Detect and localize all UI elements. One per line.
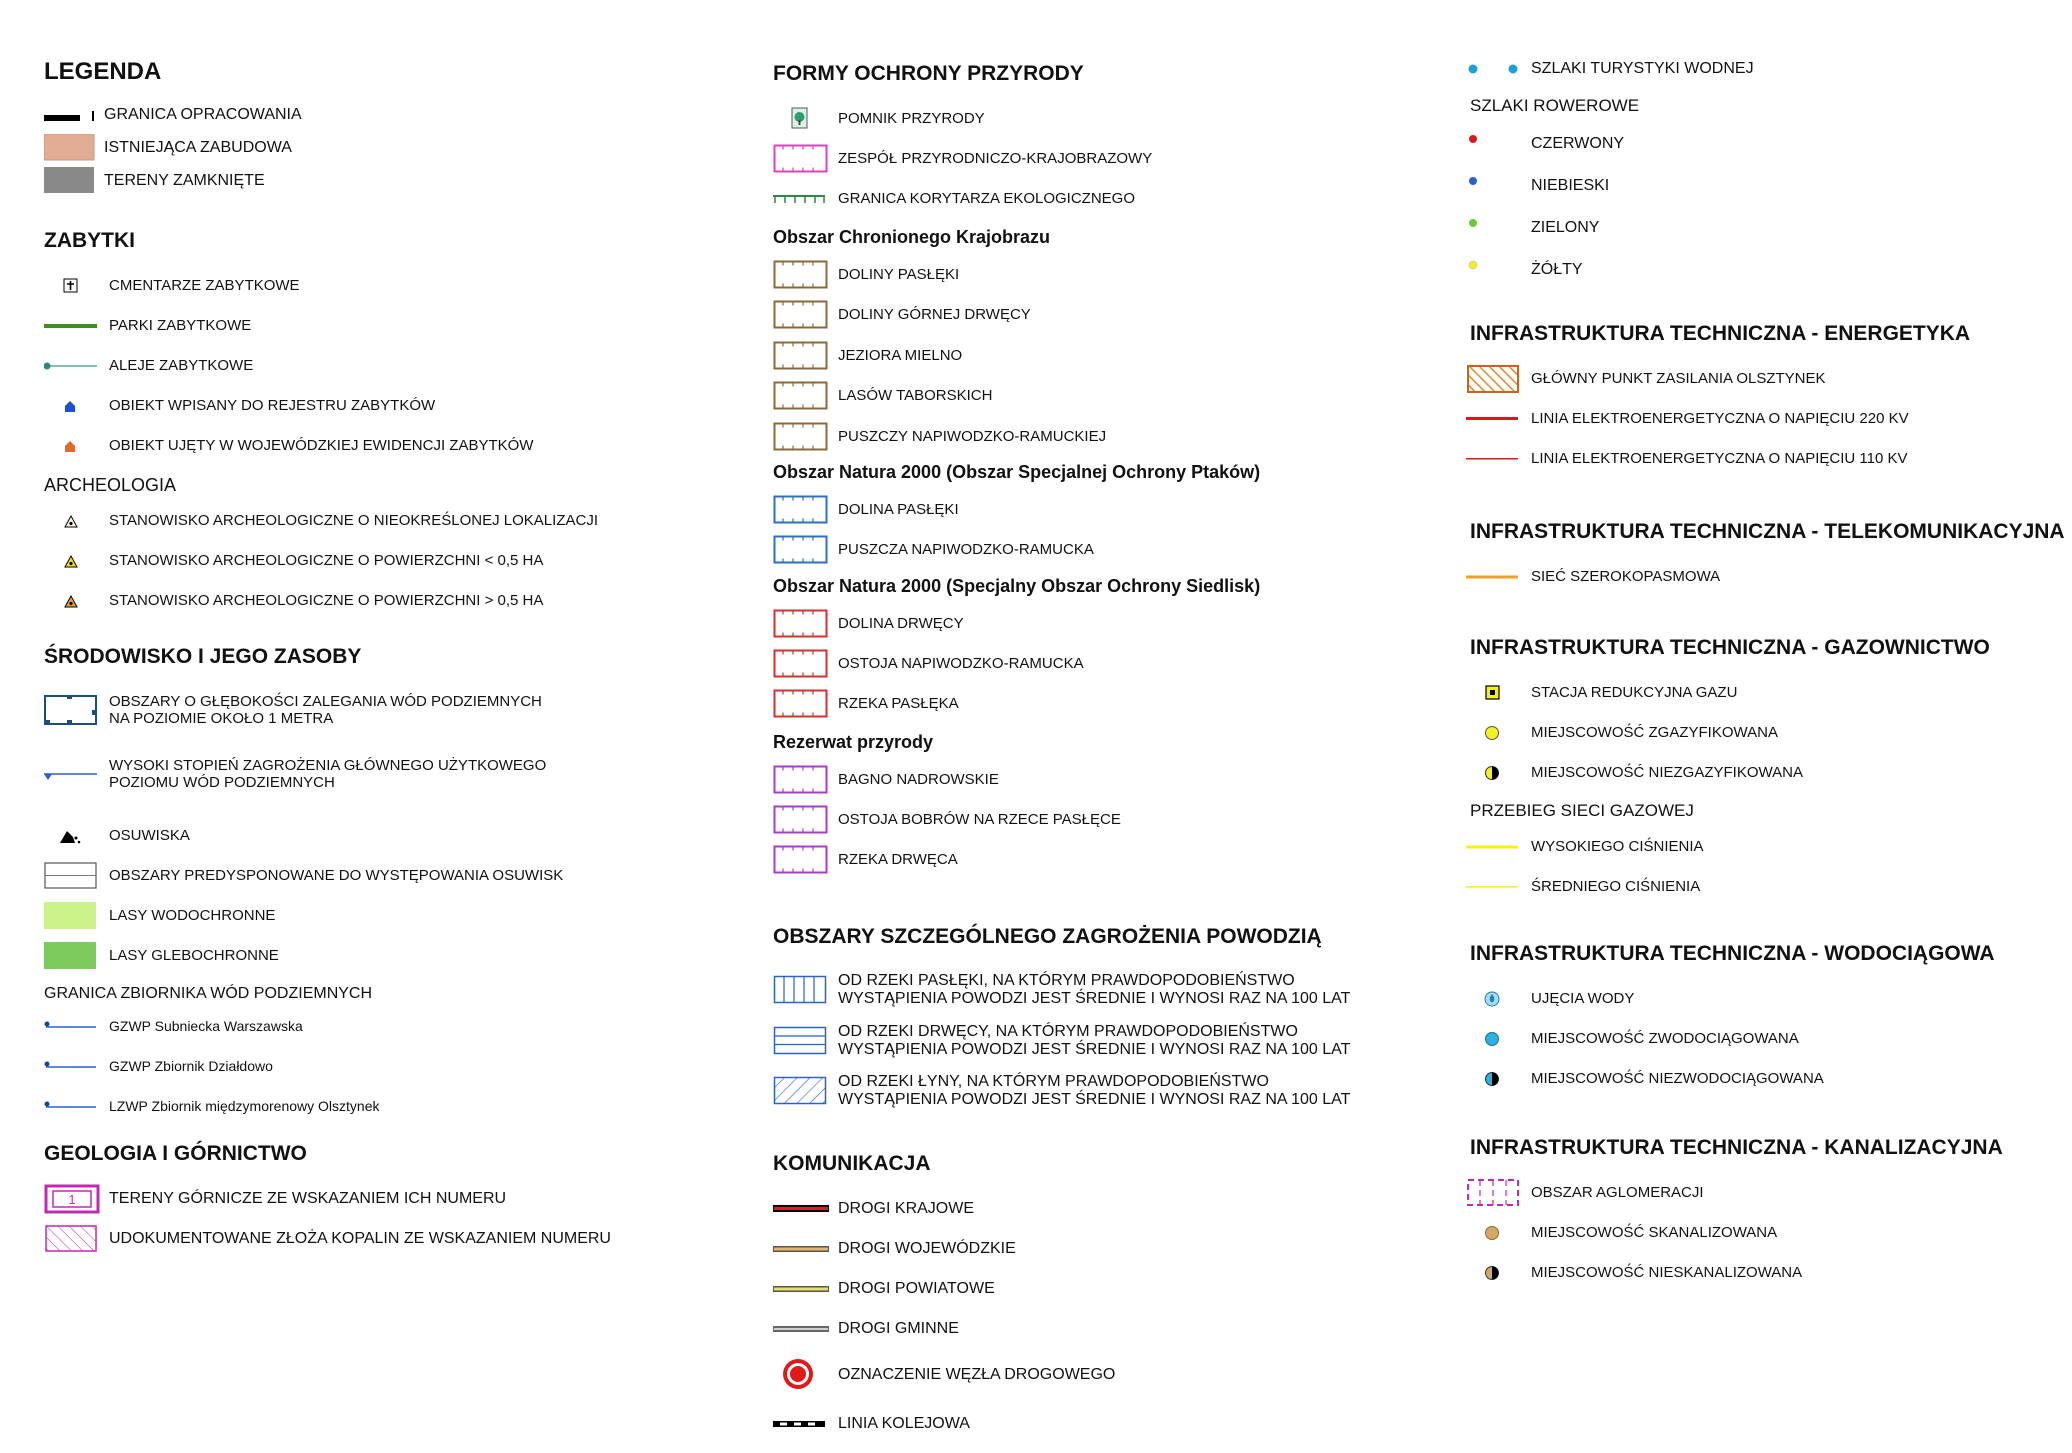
rezerwat-area-icon xyxy=(773,766,838,794)
legend-item xyxy=(44,392,435,420)
legend-item xyxy=(1466,130,1624,158)
high-pressure-gas-line-icon xyxy=(1466,833,1531,861)
gas-reduction-station-icon xyxy=(1466,679,1531,707)
aquifer-boundary-icon xyxy=(44,1052,109,1080)
legend-item-label: ŻÓŁTY xyxy=(1531,261,1583,278)
legend-item xyxy=(1466,256,1583,284)
legend-item-label: OD RZEKI ŁYNY, NA KTÓRYM PRAWDOPODOBIEŃSTWO xyxy=(838,1073,1269,1090)
voivodeship-road-icon xyxy=(773,1235,838,1263)
legend-item xyxy=(773,536,1094,564)
legend-item-label: ISTNIEJĄCA ZABUDOWA xyxy=(104,139,292,156)
legend-item-label: STANOWISKO ARCHEOLOGICZNE O NIEOKREŚLONEJ LOKALIZACJI xyxy=(109,512,598,529)
water-protection-forest-icon xyxy=(44,902,109,930)
legend-item xyxy=(773,1195,974,1223)
legend-item-label: LASÓW TABORSKICH xyxy=(838,387,993,405)
legend-item xyxy=(44,432,533,460)
legend-item xyxy=(1466,833,1704,861)
agglomeration-area-icon xyxy=(1466,1179,1531,1207)
legend-item-label: JEZIORA MIELNO xyxy=(838,346,963,364)
legend-item xyxy=(1466,1179,1704,1207)
soos-title: Obszar Natura 2000 (Specjalny Obszar Ochrony Siedlisk) xyxy=(773,576,1261,596)
legend-item xyxy=(44,352,253,380)
legend-item xyxy=(1466,445,1908,473)
legend-item-label: TERENY ZAMKNIĘTE xyxy=(104,172,265,189)
registered-monument-icon xyxy=(44,392,109,420)
legend-item-label: UDOKUMENTOWANE ZŁOŻA KOPALIN ZE WSKAZANIEM NUMERU xyxy=(109,1230,611,1247)
legend-item xyxy=(773,1071,1350,1111)
legend-item xyxy=(1466,1219,1777,1247)
legend-item-label: SIEĆ SZEROKOPASMOWA xyxy=(1531,568,1721,585)
osop-area-icon xyxy=(773,536,838,564)
legend-item-label: OD RZEKI DRWĘCY, NA KTÓRYM PRAWDOPODOBIEŃSTWO xyxy=(838,1023,1298,1040)
legend-title: LEGENDA xyxy=(44,58,162,85)
flood-zone-lyna-icon xyxy=(773,1071,838,1111)
legend-item-label: UJĘCIA WODY xyxy=(1531,990,1635,1007)
legend-item-label: POMNIK PRZYRODY xyxy=(838,110,985,127)
legend-item-label: DOLINA PASŁĘKI xyxy=(838,501,959,518)
legend-item-label: MIEJSCOWOŚĆ ZGAZYFIKOWANA xyxy=(1531,724,1778,741)
energetyka-title: INFRASTRUKTURA TECHNICZNA - ENERGETYKA xyxy=(1470,322,1971,345)
legend-item xyxy=(1466,214,1599,242)
legend-item xyxy=(773,806,1121,834)
yellow-bike-trail-icon xyxy=(1466,256,1531,284)
woda-title: INFRASTRUKTURA TECHNICZNA - WODOCIĄGOWA xyxy=(1470,942,1995,965)
water-supplied-locality-icon xyxy=(1466,1025,1531,1053)
legend-item xyxy=(773,105,985,133)
road-junction-icon xyxy=(773,1361,838,1389)
ochk-title: Obszar Chronionego Krajobrazu xyxy=(773,227,1051,247)
legend-item xyxy=(1466,365,1826,393)
srodowisko-title: ŚRODOWISKO I JEGO ZASOBY xyxy=(44,645,362,668)
legend-item xyxy=(773,382,992,410)
legend-item-label: WYSTĄPIENIA POWODZI JEST ŚREDNIE I WYNOSI RAZ NA 100 LAT xyxy=(838,990,1351,1007)
svg-text:1: 1 xyxy=(68,1192,76,1207)
legend-item-label: DROGI GMINNE xyxy=(838,1320,959,1337)
legend-item-label: GZWP Subniecka Warszawska xyxy=(109,1018,303,1034)
legend-item xyxy=(44,272,300,300)
power-line-110-icon xyxy=(1466,445,1531,473)
non-sewered-locality-icon xyxy=(1466,1259,1531,1287)
formy-title: FORMY OCHRONY PRZYRODY xyxy=(773,62,1084,85)
legend-item-granica xyxy=(44,101,302,129)
medium-pressure-gas-line-icon xyxy=(1466,873,1531,901)
nature-landscape-complex-icon xyxy=(773,145,838,173)
legend-item-label: WYSOKI STOPIEŃ ZAGROŻENIA GŁÓWNEGO UŻYTKOWEGO xyxy=(109,757,547,774)
rezerwat-title: Rezerwat przyrody xyxy=(773,732,934,752)
legend-item xyxy=(773,650,1084,678)
legend-item-label: PUSZCZA NAPIWODZKO-RAMUCKA xyxy=(838,541,1094,558)
zabytki-title: ZABYTKI xyxy=(44,229,135,252)
legend-item xyxy=(1466,873,1700,901)
legend-item-label: ZESPÓŁ PRZYRODNICZO-KRAJOBRAZOWY xyxy=(838,150,1153,167)
legend-item xyxy=(44,587,543,615)
groundwater-threat-line-icon xyxy=(44,754,109,794)
legend-item xyxy=(773,301,1031,329)
natural-monument-icon xyxy=(773,105,838,133)
telekom-title: INFRASTRUKTURA TECHNICZNA - TELEKOMUNIKACYJNA xyxy=(1470,520,2065,543)
legend-item-label: OBSZARY PREDYSPONOWANE DO WYSTĘPOWANIA OSUWISK xyxy=(109,867,564,884)
legend-item-label: RZEKA DRWĘCA xyxy=(838,851,958,868)
legend-item xyxy=(773,185,1135,213)
legend-item xyxy=(44,507,598,535)
legend-item xyxy=(773,423,1106,451)
railway-line-icon xyxy=(773,1410,838,1438)
legend-item xyxy=(1466,563,1720,591)
legend-item-label: STACJA REDUKCYJNA GAZU xyxy=(1531,684,1738,701)
broadband-line-icon xyxy=(1466,563,1531,591)
legend-item xyxy=(44,1225,611,1253)
legend-item-label: DROGI WOJEWÓDZKIE xyxy=(838,1240,1016,1257)
legend-item-label: STANOWISKO ARCHEOLOGICZNE O POWIERZCHNI > 0,5 HA xyxy=(109,592,544,609)
water-intake-icon xyxy=(1466,985,1531,1013)
legend-item-label: PARKI ZABYTKOWE xyxy=(109,317,252,334)
legend-item-label: OBSZAR AGLOMERACJI xyxy=(1531,1184,1704,1201)
legend-item-label: WYSOKIEGO CIŚNIENIA xyxy=(1531,838,1704,855)
legend-item-label: RZEKA PASŁĘKA xyxy=(838,695,959,712)
legend-item-label: LINIA KOLEJOWA xyxy=(838,1415,970,1432)
ochk-area-icon xyxy=(773,261,838,289)
legend-item xyxy=(773,690,959,718)
groundwater-depth-icon xyxy=(44,690,109,730)
geologia-title: GEOLOGIA I GÓRNICTWO xyxy=(44,1142,307,1165)
osop-area-icon xyxy=(773,496,838,524)
legend-item xyxy=(44,1092,379,1120)
legend-item-label: TERENY GÓRNICZE ZE WSKAZANIEM ICH NUMERU xyxy=(109,1190,507,1207)
legend-item-label: MIEJSCOWOŚĆ NIEZGAZYFIKOWANA xyxy=(1531,764,1803,781)
legend-item-label: MIEJSCOWOŚĆ NIEZWODOCIĄGOWANA xyxy=(1531,1070,1824,1087)
legend-item-label: SZLAKI TURYSTYKI WODNEJ xyxy=(1531,60,1754,77)
powodz-title: OBSZARY SZCZEGÓLNEGO ZAGROŻENIA POWODZIĄ xyxy=(773,925,1322,948)
green-bike-trail-icon xyxy=(1466,214,1531,242)
gas-network-title: PRZEBIEG SIECI GAZOWEJ xyxy=(1470,801,1694,820)
district-road-icon xyxy=(773,1275,838,1303)
legend-item xyxy=(44,942,279,970)
legend-item-label: PUSZCZY NAPIWODZKO-RAMUCKIEJ xyxy=(838,427,1107,445)
legend-item xyxy=(1466,55,1754,83)
mining-area-icon xyxy=(44,1185,109,1213)
legend-item xyxy=(44,312,251,340)
alley-line-icon xyxy=(44,352,109,380)
legend-item-zamkniete xyxy=(44,167,265,195)
rezerwat-area-icon xyxy=(773,846,838,874)
legend-item-label: LASY WODOCHRONNE xyxy=(109,907,276,924)
legend-item-label: GRANICA OPRACOWANIA xyxy=(104,106,302,123)
gasified-locality-icon xyxy=(1466,719,1531,747)
legend-item xyxy=(773,970,1350,1010)
legend-item-label: CZERWONY xyxy=(1531,135,1625,152)
ochk-area-icon xyxy=(773,301,838,329)
legend-item xyxy=(773,1361,1115,1389)
legend-item xyxy=(773,1410,970,1438)
legend-item-label: OD RZEKI PASŁĘKI, NA KTÓRYM PRAWDOPODOBIEŃSTWO xyxy=(838,972,1295,989)
legend-item xyxy=(1466,985,1634,1013)
legend-item-label: DOLINY GÓRNEJ DRWĘCY xyxy=(838,306,1031,324)
legend-item-label: ŚREDNIEGO CIŚNIENIA xyxy=(1531,878,1701,895)
legend-item-label: LZWP Zbiornik międzymorenowy Olsztynek xyxy=(109,1098,380,1114)
gzwp-title: GRANICA ZBIORNIKA WÓD PODZIEMNYCH xyxy=(44,985,373,1002)
cemetery-icon xyxy=(44,272,109,300)
legend-item-label: GŁÓWNY PUNKT ZASILANIA OLSZTYNEK xyxy=(1531,370,1826,387)
ochk-area-icon xyxy=(773,423,838,451)
legend-item-label: OZNACZENIE WĘZŁA DROGOWEGO xyxy=(838,1366,1116,1383)
legend-item xyxy=(1466,1259,1802,1287)
legend-item-label: DROGI KRAJOWE xyxy=(838,1200,975,1217)
power-supply-point-icon xyxy=(1466,365,1531,393)
listed-monument-icon xyxy=(44,432,109,460)
legend-item xyxy=(773,145,1152,173)
legend-item-label: MIEJSCOWOŚĆ ZWODOCIĄGOWANA xyxy=(1531,1030,1799,1047)
national-road-icon xyxy=(773,1195,838,1223)
legend-item xyxy=(44,547,543,575)
legend-item-label: POZIOMU WÓD PODZIEMNYCH xyxy=(109,774,335,791)
legend-item-label: OBSZARY O GŁĘBOKOŚCI ZALEGANIA WÓD PODZIEMNYCH xyxy=(109,693,542,710)
osop-title: Obszar Natura 2000 (Obszar Specjalnej Ochrony Ptaków) xyxy=(773,462,1261,482)
legend-item-label: DROGI POWIATOWE xyxy=(838,1280,995,1297)
legend-item-label: NA POZIOMIE OKOŁO 1 METRA xyxy=(109,710,334,727)
komunikacja-title: KOMUNIKACJA xyxy=(773,1152,931,1175)
legend-item-label: LINIA ELEKTROENERGETYCZNA O NAPIĘCIU 110 KV xyxy=(1531,450,1908,467)
legend-item xyxy=(44,862,563,890)
legend-item xyxy=(773,342,962,370)
rezerwat-area-icon xyxy=(773,806,838,834)
legend-item xyxy=(44,902,275,930)
legend-item-label: OBIEKT UJĘTY W WOJEWÓDZKIEJ EWIDENCJI ZABYTKÓW xyxy=(109,437,534,454)
legend-item xyxy=(773,610,964,638)
legend-item-label: ZIELONY xyxy=(1531,219,1600,236)
soos-area-icon xyxy=(773,610,838,638)
legend-item-label: DOLINA DRWĘCY xyxy=(838,615,964,632)
legend-item xyxy=(44,1012,303,1040)
landslide-prone-area-icon xyxy=(44,862,109,890)
legend-item xyxy=(773,1235,1016,1263)
sewered-locality-icon xyxy=(1466,1219,1531,1247)
legend-item xyxy=(44,1052,273,1080)
ochk-area-icon xyxy=(773,382,838,410)
legend-item-label: MIEJSCOWOŚĆ NIESKANALIZOWANA xyxy=(1531,1264,1803,1281)
legend-item-label: MIEJSCOWOŚĆ SKANALIZOWANA xyxy=(1531,1224,1778,1241)
park-line-icon xyxy=(44,312,109,340)
closed-area-fill-icon xyxy=(44,167,104,195)
legend-item xyxy=(1466,405,1909,433)
legend-item-label: OSUWISKA xyxy=(109,827,190,844)
legend-item xyxy=(44,754,546,794)
legend-item-label: WYSTĄPIENIA POWODZI JEST ŚREDNIE I WYNOSI RAZ NA 100 LAT xyxy=(838,1091,1351,1108)
legend-item xyxy=(773,1275,995,1303)
aquifer-boundary-icon xyxy=(44,1092,109,1120)
blue-bike-trail-icon xyxy=(1466,172,1531,200)
ecological-corridor-line-icon xyxy=(773,185,838,213)
red-bike-trail-icon xyxy=(1466,130,1531,158)
legend-item xyxy=(773,766,999,794)
legend-item xyxy=(1466,1065,1824,1093)
legend-item-label: CMENTARZE ZABYTKOWE xyxy=(109,277,300,294)
archeology-site-large-icon xyxy=(44,587,109,615)
soil-protection-forest-icon xyxy=(44,942,109,970)
buildings-fill-icon xyxy=(44,134,104,162)
legend-item xyxy=(44,690,542,730)
non-water-supplied-locality-icon xyxy=(1466,1065,1531,1093)
boundary-line-icon xyxy=(44,101,104,129)
archeology-site-unknown-icon xyxy=(44,507,109,535)
legend-item-label: NIEBIESKI xyxy=(1531,177,1610,194)
legend-item xyxy=(773,1315,959,1343)
kanal-title: INFRASTRUKTURA TECHNICZNA - KANALIZACYJNA xyxy=(1470,1136,2003,1159)
municipal-road-icon xyxy=(773,1315,838,1343)
legend-item-label: BAGNO NADROWSKIE xyxy=(838,771,999,788)
landslide-icon xyxy=(44,822,109,850)
mineral-deposit-icon xyxy=(44,1225,109,1253)
flood-zone-drweca-icon xyxy=(773,1021,838,1061)
legend-item xyxy=(1466,759,1803,787)
legend-item-label: ALEJE ZABYTKOWE xyxy=(109,357,254,374)
legend-item-label: OBIEKT WPISANY DO REJESTRU ZABYTKÓW xyxy=(109,397,436,414)
legend-item xyxy=(773,496,959,524)
gaz-title: INFRASTRUKTURA TECHNICZNA - GAZOWNICTWO xyxy=(1470,636,1990,659)
legend-item xyxy=(1466,719,1778,747)
legend-item-label: DOLINY PASŁĘKI xyxy=(838,266,960,283)
legend-item-label: LINIA ELEKTROENERGETYCZNA O NAPIĘCIU 220 KV xyxy=(1531,410,1909,427)
legend-item xyxy=(1466,172,1609,200)
legend-item-label: LASY GLEBOCHRONNE xyxy=(109,947,279,964)
legend-item-label: STANOWISKO ARCHEOLOGICZNE O POWIERZCHNI < 0,5 HA xyxy=(109,552,544,569)
legend-item xyxy=(44,1185,506,1213)
legend-item xyxy=(773,1021,1350,1061)
non-gasified-locality-icon xyxy=(1466,759,1531,787)
legend-item xyxy=(1466,679,1737,707)
soos-area-icon xyxy=(773,650,838,678)
legend-item xyxy=(773,261,959,289)
power-line-220-icon xyxy=(1466,405,1531,433)
legend-item-label: OSTOJA BOBRÓW NA RZECE PASŁĘCE xyxy=(838,811,1121,828)
ochk-area-icon xyxy=(773,342,838,370)
archeologia-title: ARCHEOLOGIA xyxy=(44,475,177,495)
bike-trails-title: SZLAKI ROWEROWE xyxy=(1470,96,1640,115)
legend-item-zabudowa xyxy=(44,134,292,162)
soos-area-icon xyxy=(773,690,838,718)
legend-item-label: OSTOJA NAPIWODZKO-RAMUCKA xyxy=(838,655,1084,672)
archeology-site-small-icon xyxy=(44,547,109,575)
legend-item-label: GZWP Zbiornik Działdowo xyxy=(109,1058,273,1074)
aquifer-boundary-icon xyxy=(44,1012,109,1040)
water-trail-icon xyxy=(1466,55,1531,83)
flood-zone-paslek-icon xyxy=(773,970,838,1010)
legend-item xyxy=(1466,1025,1799,1053)
legend-item xyxy=(44,822,190,850)
legend-item-label: WYSTĄPIENIA POWODZI JEST ŚREDNIE I WYNOSI RAZ NA 100 LAT xyxy=(838,1041,1351,1058)
legend-item-label: GRANICA KORYTARZA EKOLOGICZNEGO xyxy=(838,190,1136,207)
legend-item xyxy=(773,846,958,874)
